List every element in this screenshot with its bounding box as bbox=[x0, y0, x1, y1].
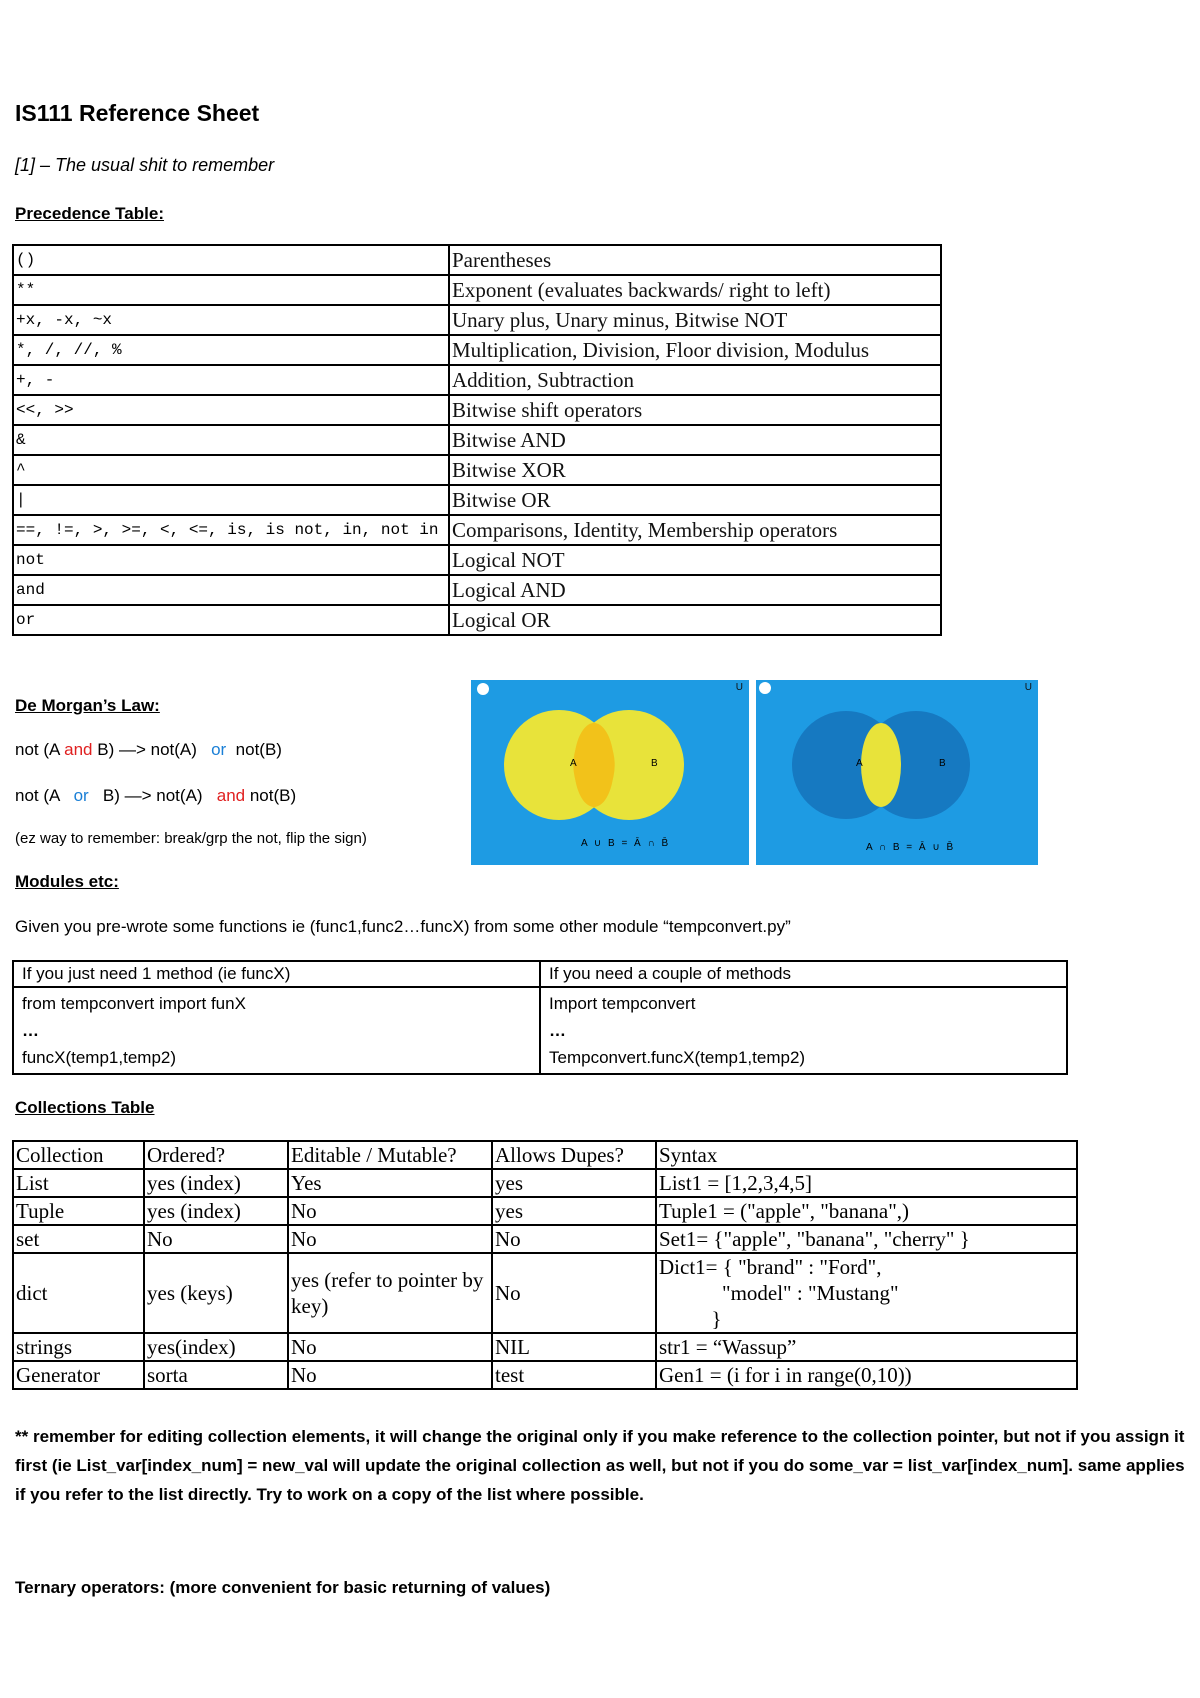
table-cell: Generator bbox=[13, 1361, 144, 1389]
precedence-description: Logical OR bbox=[449, 605, 941, 635]
table-row bbox=[13, 455, 941, 485]
table-cell: yes bbox=[492, 1197, 656, 1225]
precedence-operator: or bbox=[13, 605, 449, 635]
editing-note: ** remember for editing collection elements, it will change the original only if you make reference to the collection pointer, but not if you assign it first (ie List_var[index_num] = new_val will update the original collection as well, but not if you do some_var = list_var[index_num]. same applies if you refer to the list directly. Try to work on a copy of the list where possible. bbox=[15, 1427, 1185, 1504]
table-row bbox=[13, 245, 941, 275]
table-cell: No bbox=[144, 1225, 288, 1253]
table-cell: Gen1 = (i for i in range(0,10)) bbox=[656, 1361, 1077, 1389]
column-header: Editable / Mutable? bbox=[288, 1141, 492, 1169]
table-row bbox=[13, 395, 941, 425]
table-cell: No bbox=[288, 1361, 492, 1389]
precedence-operator: () bbox=[13, 245, 449, 275]
collections-heading: Collections Table bbox=[15, 1098, 155, 1117]
table-row bbox=[13, 275, 941, 305]
table-cell: List1 = [1,2,3,4,5] bbox=[656, 1169, 1077, 1197]
table-cell: No bbox=[492, 1225, 656, 1253]
demorgan-tip: (ez way to remember: break/grp the not, flip the sign) bbox=[15, 830, 367, 847]
precedence-description: Bitwise XOR bbox=[449, 455, 941, 485]
operator-and: and bbox=[64, 740, 93, 759]
precedence-operator: not bbox=[13, 545, 449, 575]
table-cell: No bbox=[288, 1333, 492, 1361]
table-cell: List bbox=[13, 1169, 144, 1197]
table-cell: Set1= {"apple", "banana", "cherry" } bbox=[656, 1225, 1077, 1253]
table-row bbox=[13, 1361, 1077, 1389]
demorgan-heading: De Morgan’s Law: bbox=[15, 696, 160, 715]
precedence-operator: & bbox=[13, 425, 449, 455]
table-cell: NIL bbox=[492, 1333, 656, 1361]
table-cell: test bbox=[492, 1361, 656, 1389]
precedence-operator: and bbox=[13, 575, 449, 605]
table-cell: strings bbox=[13, 1333, 144, 1361]
venn-diagram-intersection: U A B A ∩ B = Ā ∪ B̄ bbox=[756, 680, 1038, 865]
precedence-description: Logical AND bbox=[449, 575, 941, 605]
table-row bbox=[13, 515, 941, 545]
ternary-heading: Ternary operators: (more convenient for basic returning of values) bbox=[15, 1578, 551, 1597]
table-cell: Yes bbox=[288, 1169, 492, 1197]
precedence-description: Bitwise shift operators bbox=[449, 395, 941, 425]
table-row bbox=[13, 1225, 1077, 1253]
column-header: Collection bbox=[13, 1141, 144, 1169]
table-row bbox=[13, 1169, 1077, 1197]
demorgan-line-1: not (A and B) —> not(A) or not(B) bbox=[15, 740, 282, 759]
precedence-description: Comparisons, Identity, Membership operators bbox=[449, 515, 941, 545]
venn-diagram-union: U A B A ∪ B = Ā ∩ B̄ bbox=[471, 680, 749, 865]
modules-table bbox=[12, 960, 1068, 1075]
table-row bbox=[13, 605, 941, 635]
table-row bbox=[13, 1197, 1077, 1225]
table-row bbox=[13, 1333, 1077, 1361]
precedence-operator: *, /, //, % bbox=[13, 335, 449, 365]
table-cell: Tuple1 = ("apple", "banana",) bbox=[656, 1197, 1077, 1225]
precedence-operator: <<, >> bbox=[13, 395, 449, 425]
table-cell: No bbox=[492, 1253, 656, 1333]
precedence-operator: ** bbox=[13, 275, 449, 305]
venn-intersection-graphic bbox=[756, 680, 1038, 865]
precedence-operator: | bbox=[13, 485, 449, 515]
table-cell: yes (index) bbox=[144, 1197, 288, 1225]
precedence-description: Unary plus, Unary minus, Bitwise NOT bbox=[449, 305, 941, 335]
table-row bbox=[13, 961, 1067, 987]
modules-intro: Given you pre-wrote some functions ie (func1,func2…funcX) from some other module “tempconvert.py” bbox=[15, 917, 791, 936]
modules-right-header: If you need a couple of methods bbox=[540, 961, 1067, 987]
table-cell: sorta bbox=[144, 1361, 288, 1389]
table-cell: Tuple bbox=[13, 1197, 144, 1225]
table-row bbox=[13, 365, 941, 395]
precedence-description: Addition, Subtraction bbox=[449, 365, 941, 395]
precedence-description: Multiplication, Division, Floor division, Modulus bbox=[449, 335, 941, 365]
table-row bbox=[13, 485, 941, 515]
table-cell: yes (index) bbox=[144, 1169, 288, 1197]
column-header: Allows Dupes? bbox=[492, 1141, 656, 1169]
table-cell: set bbox=[13, 1225, 144, 1253]
precedence-operator: ^ bbox=[13, 455, 449, 485]
precedence-description: Parentheses bbox=[449, 245, 941, 275]
page-title: IS111 Reference Sheet bbox=[15, 100, 260, 126]
table-cell: yes bbox=[492, 1169, 656, 1197]
modules-right-code: Import tempconvert … Tempconvert.funcX(temp1,temp2) bbox=[540, 987, 1067, 1074]
operator-or: or bbox=[211, 740, 227, 759]
demorgan-line-2: not (A or B) —> not(A) and not(B) bbox=[15, 786, 297, 805]
modules-left-header: If you just need 1 method (ie funcX) bbox=[13, 961, 540, 987]
table-header-row bbox=[13, 1141, 1077, 1169]
table-row bbox=[13, 425, 941, 455]
table-row bbox=[13, 305, 941, 335]
table-cell: Dict1= { "brand" : "Ford", "model" : "Mustang" } bbox=[656, 1253, 1077, 1333]
operator-or: or bbox=[73, 786, 89, 805]
modules-heading: Modules etc: bbox=[15, 872, 119, 891]
modules-left-code: from tempconvert import funX … funcX(temp1,temp2) bbox=[13, 987, 540, 1074]
precedence-description: Logical NOT bbox=[449, 545, 941, 575]
table-row bbox=[13, 1253, 1077, 1333]
table-cell: yes(index) bbox=[144, 1333, 288, 1361]
table-row bbox=[13, 545, 941, 575]
table-row bbox=[13, 987, 1067, 1074]
precedence-operator: +x, -x, ~x bbox=[13, 305, 449, 335]
precedence-table bbox=[12, 244, 942, 636]
precedence-description: Bitwise OR bbox=[449, 485, 941, 515]
column-header: Syntax bbox=[656, 1141, 1077, 1169]
precedence-description: Bitwise AND bbox=[449, 425, 941, 455]
page-subtitle: [1] – The usual shit to remember bbox=[15, 155, 275, 175]
precedence-operator: +, - bbox=[13, 365, 449, 395]
table-cell: yes (keys) bbox=[144, 1253, 288, 1333]
column-header: Ordered? bbox=[144, 1141, 288, 1169]
table-cell: dict bbox=[13, 1253, 144, 1333]
table-cell: yes (refer to pointer by key) bbox=[288, 1253, 492, 1333]
precedence-operator: ==, !=, >, >=, <, <=, is, is not, in, not in bbox=[13, 515, 449, 545]
precedence-heading: Precedence Table: bbox=[15, 204, 164, 223]
table-cell: No bbox=[288, 1197, 492, 1225]
operator-and: and bbox=[216, 786, 246, 805]
collections-table bbox=[12, 1140, 1078, 1390]
table-row bbox=[13, 575, 941, 605]
table-cell: No bbox=[288, 1225, 492, 1253]
table-cell: str1 = “Wassup” bbox=[656, 1333, 1077, 1361]
table-row bbox=[13, 335, 941, 365]
precedence-description: Exponent (evaluates backwards/ right to left) bbox=[449, 275, 941, 305]
